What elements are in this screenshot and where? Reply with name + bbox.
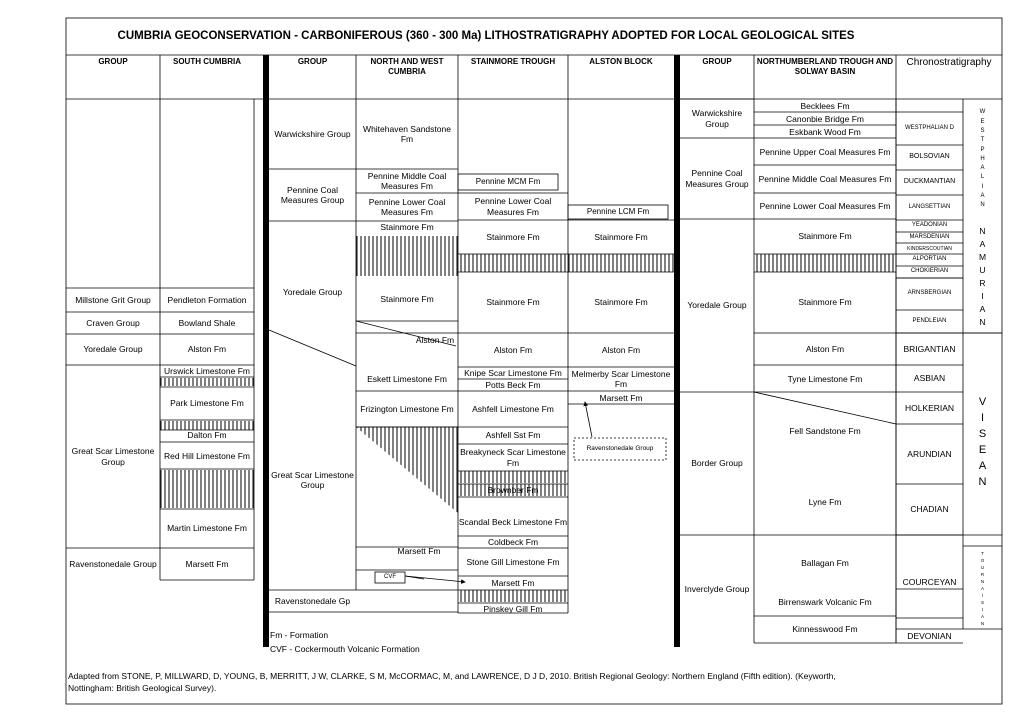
legend-fm: Fm - Formation [270,630,329,640]
header-chronostratigraphy: Chronostratigraphy [906,57,992,68]
unit-stainmore-1: Stainmore Fm [798,231,852,242]
series-letter: A [980,193,985,200]
unit-pmcm: Pennine Middle Coal Measures Fm [758,174,892,185]
group-ravenstonedale: Ravenstonedale Gp [274,595,351,606]
unit-plcm: Pennine Lower Coal Measures Fm [759,201,891,212]
hatched-unconformity [356,427,458,513]
chart-title: CUMBRIA GEOCONSERVATION - CARBONIFEROUS (360 - 300 Ma) LITHOSTRATIGRAPHY ADOPTED FOR LOCAL GEOLOGICAL SITES [117,30,855,42]
unit-pendleton: Pendleton Formation [167,294,247,305]
header-group-2: GROUP [297,57,328,66]
group-yoredale: Yoredale Group [687,300,747,311]
hatched-unconformity [458,590,568,602]
unit-dalton: Dalton Fm [187,430,227,441]
series-letter: A [978,460,987,472]
series-letter: I [981,606,984,612]
unit-pucm: Pennine Upper Coal Measures Fm [759,146,891,157]
series-letter: N [980,578,985,584]
unit-coldbeck: Coldbeck Fm [487,537,539,548]
series-letter: M [978,252,987,262]
series-letter: P [980,146,985,153]
group-inverclyde: Inverclyde Group [684,584,750,595]
unit-brownber: Brownber Fm [487,485,539,496]
stage-chadian: CHADIAN [910,504,949,515]
series-letter: W [979,109,986,116]
series-letter: N [979,317,986,327]
unit-marsett: Marsett Fm [397,545,441,556]
series-letter: H [980,155,985,162]
series-letter: A [980,165,985,172]
series-letter: L [980,174,985,181]
series-letter: N [980,202,985,209]
unit-martin: Martin Limestone Fm [167,523,247,534]
unit-stone-gill: Stone Gill Limestone Fm [466,556,560,567]
group-great-scar: Great Scar Limestone Group [271,469,354,490]
unit-alston: Alston Fm [187,344,227,355]
unit-urswick: Urswick Limestone Fm [164,366,250,377]
series-letter: A [979,304,986,314]
series-letter: V [978,396,987,408]
series-letter: O [980,557,985,563]
group-pennine-coal: Pennine Coal Measures Group [280,184,345,205]
unit-whitehaven: Whitehaven Sandstone Fm [363,123,451,144]
series-letter: N [979,226,986,236]
unit-pmcm: Pennine Middle Coal Measures Fm [367,170,447,191]
unit-stainmore-1: Stainmore Fm [594,231,648,242]
series-tournaisian [963,547,1002,629]
unit-potts: Potts Beck Fm [485,380,541,391]
series-letter: A [980,585,984,591]
header-alston-block: ALSTON BLOCK [589,57,653,66]
hatched-unconformity [568,254,674,272]
unit-lyne: Lyne Fm [808,496,842,507]
unit-ashfell-sst: Ashfell Sst Fm [485,430,541,441]
unit-plcm: Pennine Lower Coal Measures Fm [474,196,552,217]
unit-stainmore-1: Stainmore Fm [486,231,540,242]
series-letter: I [980,412,985,424]
unit-stainmore-2: Stainmore Fm [486,297,540,308]
stage-arundian: ARUNDIAN [907,448,952,459]
series-letter: S [980,127,985,134]
stage-brigantian: BRIGANTIAN [903,343,956,354]
series-letter: S [980,599,984,605]
hatched-unconformity [754,254,896,272]
header-northumberland: NORTHUMBERLAND TROUGH AND SOLWAY BASIN [756,57,894,76]
group-millstone: Millstone Grit Group [75,294,151,305]
unit-becklees: Becklees Fm [800,100,850,111]
unit-plcm: Pennine Lower Coal Measures Fm [368,196,446,217]
unit-eskett: Eskett Limestone Fm [367,373,447,384]
stage-courceyan: COURCEYAN [902,576,957,587]
series-letter: A [979,239,986,249]
group-warwickshire: Warwickshire Group [274,128,351,139]
arrow [585,402,592,437]
unit-alston: Alston Fm [601,344,641,355]
header-south-cumbria: SOUTH CUMBRIA [173,57,241,66]
hatched-unconformity [356,236,458,276]
stage-holkerian: HOLKERIAN [904,402,955,413]
series-letter: U [980,564,985,570]
header-stainmore-trough: STAINMORE TROUGH [470,57,556,66]
hatched-unconformity [160,421,254,430]
unit-tyne: Tyne Limestone Fm [787,373,863,384]
group-border: Border Group [691,458,743,469]
stage-pendleian: PENDLEIAN [912,317,947,324]
series-letter: U [979,265,986,275]
series-westphalian [963,99,1002,220]
unit-bowland: Bowland Shale [178,317,236,328]
unit-stainmore-2: Stainmore Fm [798,297,852,308]
series-letter: N [978,476,987,488]
unit-knipe: Knipe Scar Limestone Fm [464,368,562,379]
source-citation: Adapted from STONE, P, MILLWARD, D, YOUNG, B, MERRITT, J W, CLARKE, S M, McCORMAC, M, and LAWRENCE, D J D, 2010. British Regional Geology: Northern England (Fifth edition). (Keyworth, Nottingham: British Geological Survey). [68,671,836,694]
legend-cvf: CVF - Cockermouth Volcanic Formation [270,644,420,654]
unit-park: Park Limestone Fm [170,398,244,409]
unit-ashfell-lst: Ashfell Limestone Fm [472,403,554,414]
series-namurian [963,221,1002,333]
unit-melmerby: Melmerby Scar Limestone Fm [571,368,671,389]
unit-alston: Alston Fm [493,344,533,355]
stage-chokierian: CHOKIERIAN [910,268,949,275]
unit-frizington: Frizington Limestone Fm [360,403,454,414]
unit-pennine-mcm: Pennine MCM Fm [475,177,541,187]
stage-langsettian: LANGSETTIAN [908,203,951,210]
series-visean [963,392,1002,492]
unit-breakyneck: Breakyneck Scar Limestone Fm [460,447,566,468]
group-yoredale: Yoredale Group [282,286,343,297]
header-group-1: GROUP [98,57,128,66]
hatched-unconformity [160,470,254,508]
series-letter: R [979,278,986,288]
unit-scandal: Scandal Beck Limestone Fm [458,517,568,528]
unit-canonbie: Canonbie Bridge Fm [786,113,864,124]
unit-marsett: Marsett Fm [491,577,535,588]
unit-eskbank: Eskbank Wood Fm [789,126,861,137]
unit-pennine-lcm: Pennine LCM Fm [586,207,650,217]
unit-stainmore-top: Stainmore Fm [380,222,434,233]
unit-ravenstonedale: Ravenstonedale Group [586,445,654,453]
header-north-west-cumbria: NORTH AND WEST CUMBRIA [370,57,444,76]
hatched-unconformity [458,254,568,272]
group-great-scar: Great Scar Limestone Group [71,446,155,467]
header-group-3: GROUP [702,57,732,66]
series-letter: E [978,444,987,456]
stage-arnsbergian: ARNSBERGIAN [907,290,952,297]
unit-stainmore: Stainmore Fm [380,293,434,304]
unit-marsett: Marsett Fm [599,392,643,403]
unit-alston: Alston Fm [415,334,455,345]
unit-stainmore-2: Stainmore Fm [594,297,648,308]
stage-asbian: ASBIAN [913,373,946,384]
stage-alportian: ALPORTIAN [912,256,947,263]
group-pennine-coal: Pennine Coal Measures Group [685,168,749,189]
unit-kinnesswood: Kinnesswood Fm [792,624,858,635]
hatched-unconformity [160,378,254,386]
stage-westphalian-d: WESTPHALIAN D [904,124,954,131]
group-craven: Craven Group [86,317,140,328]
stage-duckmantian: DUCKMANTIAN [903,178,956,186]
group-ravenstonedale: Ravenstonedale Group [69,559,157,570]
series-letter: A [980,613,984,619]
series-letter: I [981,592,984,598]
unit-cvf: CVF [384,573,396,580]
hatched-unconformity [458,471,568,483]
stage-marsdenian: MARSDENIAN [909,233,950,240]
series-letter: T [980,137,985,144]
series-letter: N [980,620,985,626]
unit-red-hill: Red Hill Limestone Fm [164,450,250,461]
series-letter: I [981,291,984,301]
stage-kinderscoutian: KINDERSCOUTIAN [907,245,952,252]
series-letter: T [981,550,984,556]
stage-bolsovian: BOLSOVIAN [909,153,950,161]
unit-birrenswark: Birrenswark Volcanic Fm [778,596,872,607]
unit-fell: Fell Sandstone Fm [789,425,861,436]
group-warwickshire: Warwickshire Group [691,108,743,129]
series-letter: E [980,118,985,125]
series-letter: R [980,571,985,577]
unit-marsett: Marsett Fm [185,558,229,569]
unit-alston: Alston Fm [805,344,845,355]
unit-pinskey: Pinskey Gill Fm [483,604,543,615]
group-yoredale: Yoredale Group [83,344,143,355]
series-letter: S [978,428,987,440]
cvf-arrow [405,576,465,582]
unit-ballagan: Ballagan Fm [801,557,849,568]
stage-devonian: DEVONIAN [907,630,952,641]
stage-yeadonian: YEADONIAN [911,222,948,229]
series-letter: I [981,183,984,190]
